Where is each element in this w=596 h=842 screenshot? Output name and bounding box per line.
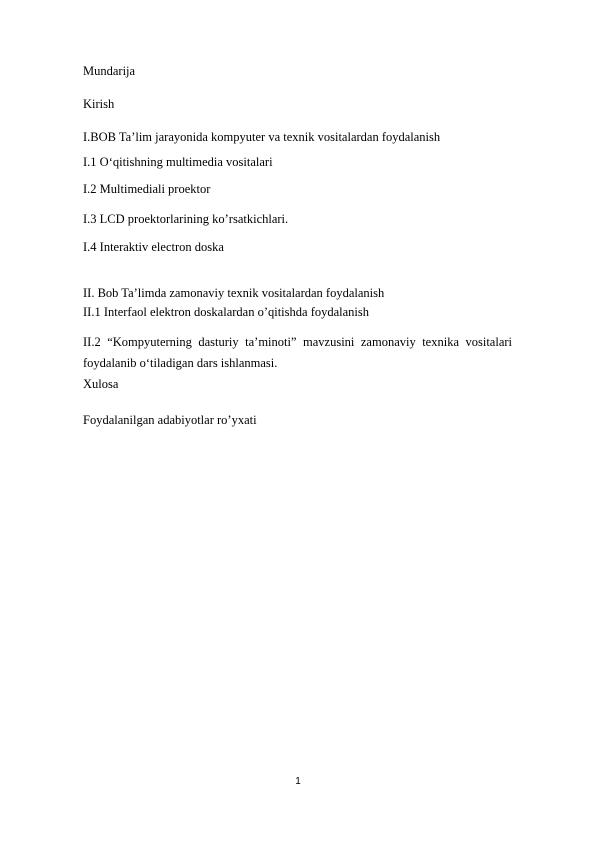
toc-item-conclusion: Xulosa — [83, 377, 119, 391]
toc-item-2-1: II.1 Interfaol elektron doskalardan o’qitishda foydalanish — [83, 305, 370, 319]
page-number: 1 — [295, 776, 301, 787]
toc-heading: Mundarija — [83, 64, 136, 78]
toc-item-1-2: I.2 Multimediali proektor — [83, 182, 211, 196]
toc-item-1-1: I.1 O‘qitishning multimedia vositalari — [83, 155, 273, 169]
toc-item-chapter-1: I.BOB Ta’lim jarayonida kompyuter va texnik vositalardan foydalanish — [83, 130, 441, 144]
toc-item-2-2: II.2 “Kompyuterning dasturiy ta’minoti” mavzusini zamonaviy texnika vositalari foydalanib o‘tiladigan dars ishlanmasi. — [83, 335, 512, 370]
toc-item-1-3: I.3 LCD proektorlarining ko’rsatkichlari. — [83, 212, 289, 226]
toc-item-chapter-2: II. Bob Ta’limda zamonaviy texnik vositalardan foydalanish — [83, 286, 385, 300]
toc-item-intro: Kirish — [83, 97, 115, 111]
toc-item-1-4: I.4 Interaktiv electron doska — [83, 240, 224, 254]
toc-item-references: Foydalanilgan adabiyotlar ro’yxati — [83, 413, 257, 427]
